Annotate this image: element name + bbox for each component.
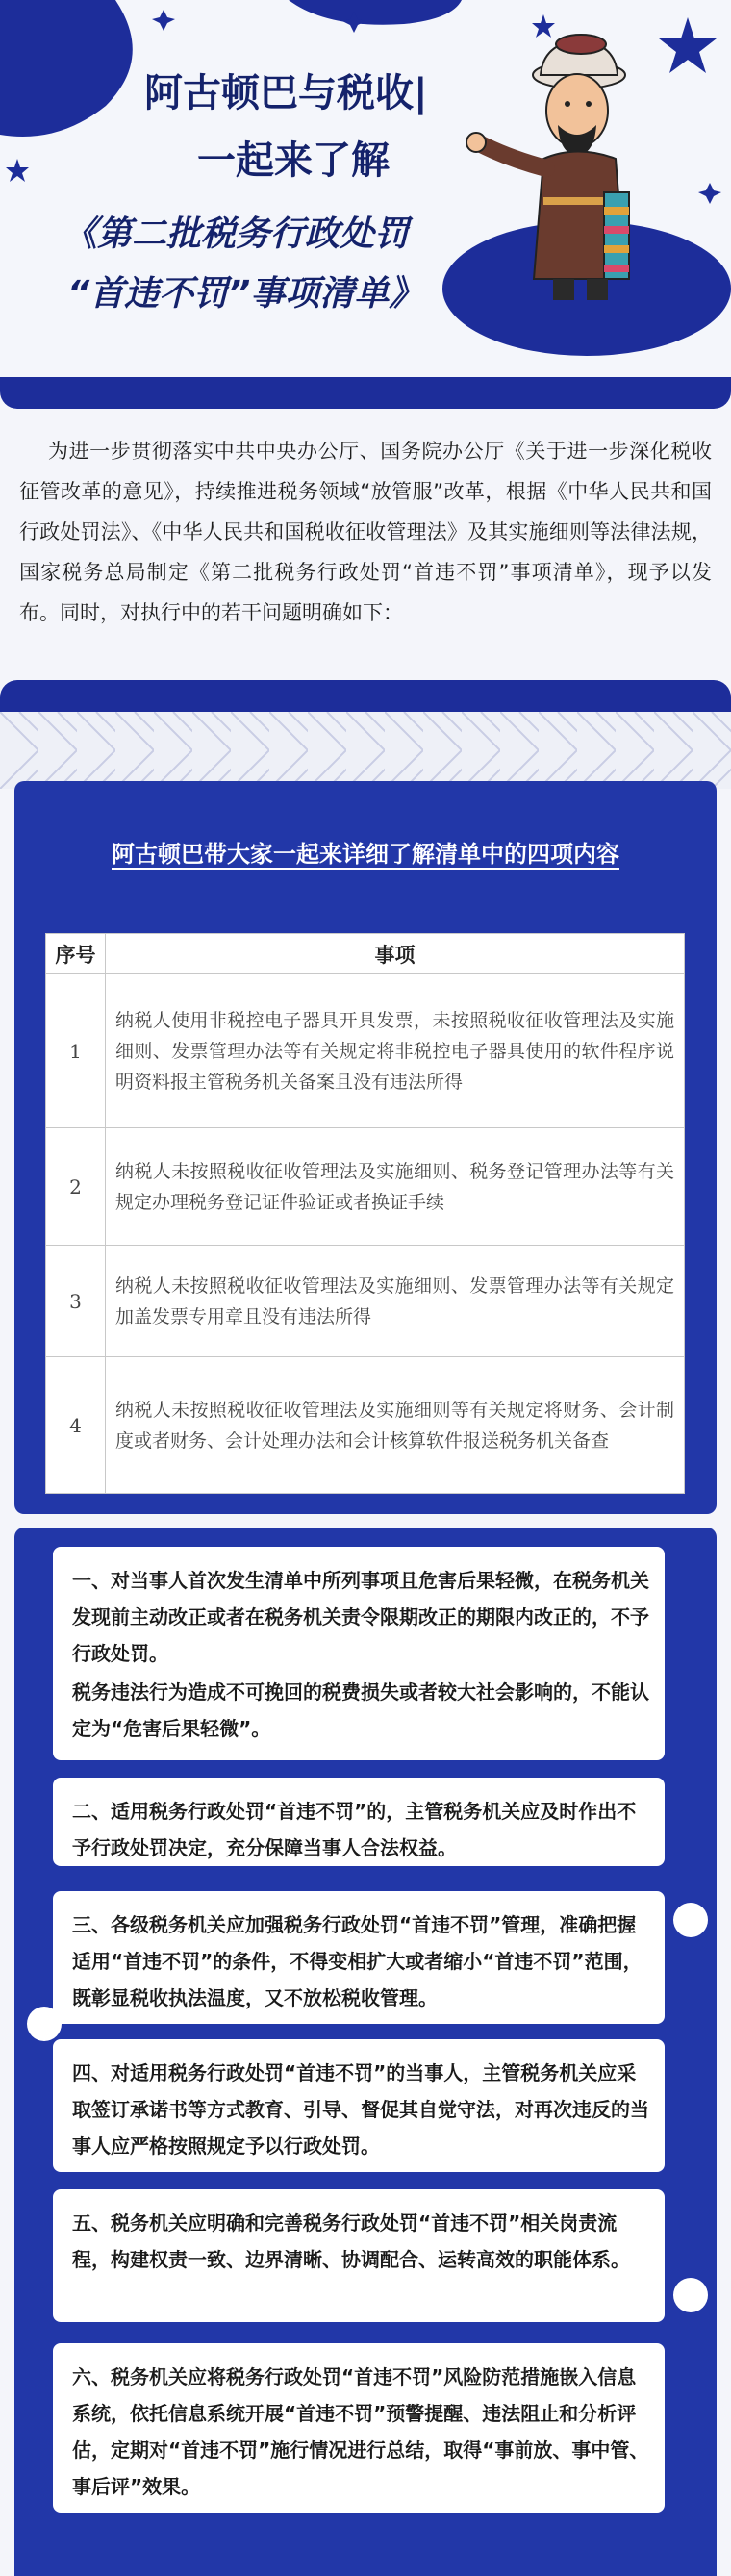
decor-dot bbox=[673, 1903, 708, 1937]
section-divider bbox=[0, 680, 731, 712]
rule-paragraph: 税务违法行为造成不可挽回的税费损失或者较大社会影响的，不能认定为“危害后果轻微”。 bbox=[72, 1680, 649, 1740]
rule-paragraph: 一、对当事人首次发生清单中所列事项且危害后果轻微，在税务机关发现前主动改正或者在税务机关责令限期改正的期限内改正的，不予行政处罚。 bbox=[72, 1569, 649, 1665]
rule-paragraph: 五、税务机关应明确和完善税务行政处罚“首违不罚”相关岗责流程，构建权责一致、边界清晰、协调配合、运转高效的职能体系。 bbox=[72, 2211, 630, 2271]
row-number: 4 bbox=[46, 1357, 106, 1494]
rule-paragraph: 六、税务机关应将税务行政处罚“首违不罚”风险防范措施嵌入信息系统，依托信息系统开展“首违不罚”预警提醒、违法阻止和分析评估，定期对“首违不罚”施行情况进行总结，取得“事前放、事中管、事后评”效果。 bbox=[72, 2365, 649, 2498]
table-row bbox=[46, 1246, 685, 1357]
rule-paragraph: 二、适用税务行政处罚“首违不罚”的，主管税务机关应及时作出不予行政处罚决定，充分保障当事人合法权益。 bbox=[72, 1800, 637, 1859]
title-line-1: 阿古顿巴与税收| bbox=[144, 71, 428, 115]
diagonal-pattern bbox=[0, 712, 731, 789]
header-no: 序号 bbox=[46, 934, 106, 974]
rule-paragraph: 四、对适用税务行政处罚“首违不罚”的当事人，主管税务机关应采取签订承诺书等方式教育、引导、督促其自觉守法，对再次违反的当事人应严格按照规定予以行政处罚。 bbox=[72, 2061, 649, 2158]
table-row bbox=[46, 1128, 685, 1246]
rule-card-5 bbox=[53, 2189, 665, 2322]
header-bar bbox=[0, 377, 731, 409]
rule-card-6 bbox=[53, 2343, 665, 2513]
table-card bbox=[45, 933, 685, 1493]
table-row bbox=[46, 1357, 685, 1494]
decor-dot bbox=[673, 2278, 708, 2312]
rule-card-3 bbox=[53, 1891, 665, 2024]
row-number: 1 bbox=[46, 974, 106, 1128]
row-text: 纳税人未按照税收征收管理法及实施细则、发票管理办法等有关规定加盖发票专用章且没有违法所得 bbox=[106, 1246, 685, 1357]
intro-paragraph: 为进一步贯彻落实中共中央办公厅、国务院办公厅《关于进一步深化税收征管改革的意见》，持续推进税务领域“放管服”改革，根据《中华人民共和国行政处罚法》、《中华人民共和国税收征收管理法》及其实施细则等法律法规，国家税务总局制定《第二批税务行政处罚“首违不罚”事项清单》，现予以发布。同时，对执行中的若干问题明确如下： bbox=[19, 440, 712, 624]
table-header-row bbox=[46, 934, 685, 974]
rule-card-4 bbox=[53, 2039, 665, 2172]
row-text: 纳税人未按照税收征收管理法及实施细则、税务登记管理办法等有关规定办理税务登记证件验证或者换证手续 bbox=[106, 1128, 685, 1246]
row-text: 纳税人使用非税控电子器具开具发票，未按照税收征收管理法及实施细则、发票管理办法等有关规定将非税控电子器具使用的软件程序说明资料报主管税务机关备案且没有违法所得 bbox=[106, 974, 685, 1128]
decor-dot bbox=[27, 2007, 62, 2041]
rule-card-2 bbox=[53, 1778, 665, 1866]
rule-paragraph: 三、各级税务机关应加强税务行政处罚“首违不罚”管理，准确把握适用“首违不罚”的条件，不得变相扩大或者缩小“首违不罚”范围，既彰显税收执法温度，又不放松税收管理。 bbox=[72, 1913, 643, 2009]
header-decoration bbox=[0, 0, 731, 409]
subtitle-line-1: 《第二批税务行政处罚 bbox=[63, 215, 410, 254]
subtitle-line-2: “首违不罚”事项清单》 bbox=[67, 274, 424, 314]
title-line-2: 一起来了解 bbox=[197, 139, 390, 183]
rule-card-1 bbox=[53, 1547, 665, 1760]
header-item: 事项 bbox=[106, 934, 685, 974]
table-row bbox=[46, 974, 685, 1128]
header-banner bbox=[0, 0, 731, 409]
item-table bbox=[45, 933, 685, 1494]
row-text: 纳税人未按照税收征收管理法及实施细则等有关规定将财务、会计制度或者财务、会计处理办法和会计核算软件报送税务机关备查 bbox=[106, 1357, 685, 1494]
row-number: 2 bbox=[46, 1128, 106, 1246]
row-number: 3 bbox=[46, 1246, 106, 1357]
table-panel-title: 阿古顿巴带大家一起来详细了解清单中的四项内容 bbox=[112, 841, 619, 868]
